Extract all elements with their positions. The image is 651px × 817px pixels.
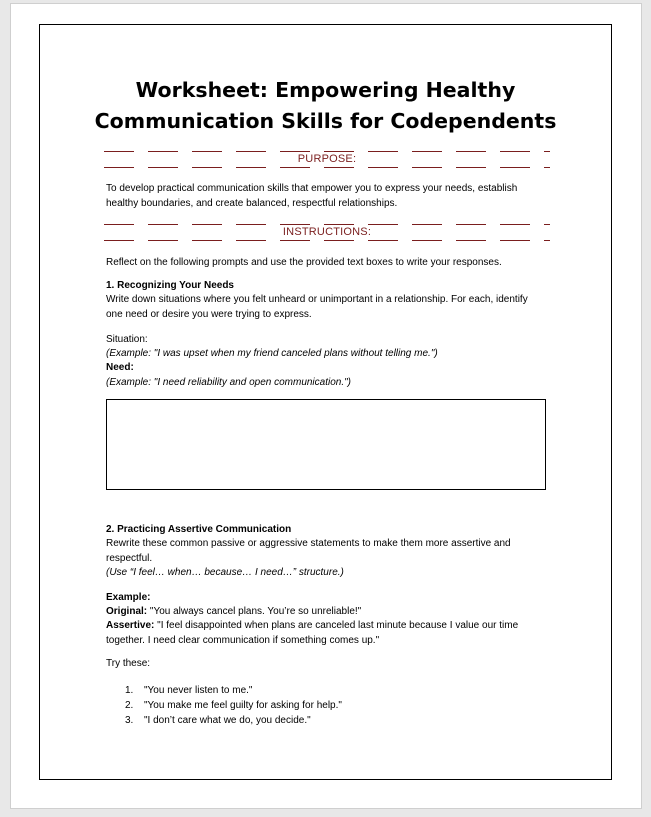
- purpose-text: To develop practical communication skills that empower you to express your needs, establish healthy boundaries, and create balanced, respectful relationships.: [106, 183, 518, 209]
- assertive-label: Assertive:: [106, 620, 155, 631]
- situation-label: Situation:: [106, 334, 148, 345]
- situation-example: (Example: "I was upset when my friend canceled plans without telling me."): [106, 348, 438, 359]
- need-example: (Example: "I need reliability and open communication."): [106, 377, 351, 388]
- section1-text: Write down situations where you felt unheard or unimportant in a relationship. For each, identify one need or desire you were trying to express.: [106, 294, 528, 320]
- purpose-heading: PURPOSE:: [104, 153, 550, 165]
- section2-heading: 2. Practicing Assertive Communication: [106, 524, 292, 535]
- separator-line: [104, 151, 550, 152]
- list-item: 3. "I don’t care what we do, you decide.": [125, 715, 311, 726]
- list-item: 1. "You never listen to me.": [125, 685, 253, 696]
- separator-line: [104, 167, 550, 168]
- original-statement: [106, 605, 536, 620]
- instructions-text: Reflect on the following prompts and use the provided text boxes to write your responses.: [106, 257, 502, 268]
- original-text: "You always cancel plans. You’re so unreliable!": [147, 606, 362, 617]
- assertive-text: "I feel disappointed when plans are canceled last minute because I value our time together. I need clear communication if something comes up.": [106, 620, 519, 646]
- response-text-box[interactable]: [106, 399, 546, 490]
- section2-text: Rewrite these common passive or aggressive statements to make them more assertive and respectful.: [106, 538, 511, 564]
- section1-heading: 1. Recognizing Your Needs: [106, 280, 234, 291]
- need-label: Need:: [106, 362, 134, 373]
- instructions-separator: [104, 224, 550, 246]
- example-label: Example:: [106, 592, 151, 603]
- page-title-line-1: Worksheet: Empowering Healthy: [135, 78, 516, 102]
- instructions-heading: INSTRUCTIONS:: [104, 226, 550, 238]
- structure-hint: (Use “I feel… when… because… I need…” structure.): [106, 567, 344, 578]
- assertive-statement: [106, 619, 536, 648]
- page-title: [40, 75, 611, 137]
- separator-line: [104, 240, 550, 241]
- original-label: Original:: [106, 606, 148, 617]
- purpose-separator: [104, 151, 550, 173]
- list-item: 2. "You make me feel guilty for asking for help.": [125, 700, 342, 711]
- try-these-label: Try these:: [106, 658, 151, 669]
- try-these-list: [106, 683, 342, 728]
- page-title-line-2: Communication Skills for Codependents: [94, 109, 557, 133]
- separator-line: [104, 224, 550, 225]
